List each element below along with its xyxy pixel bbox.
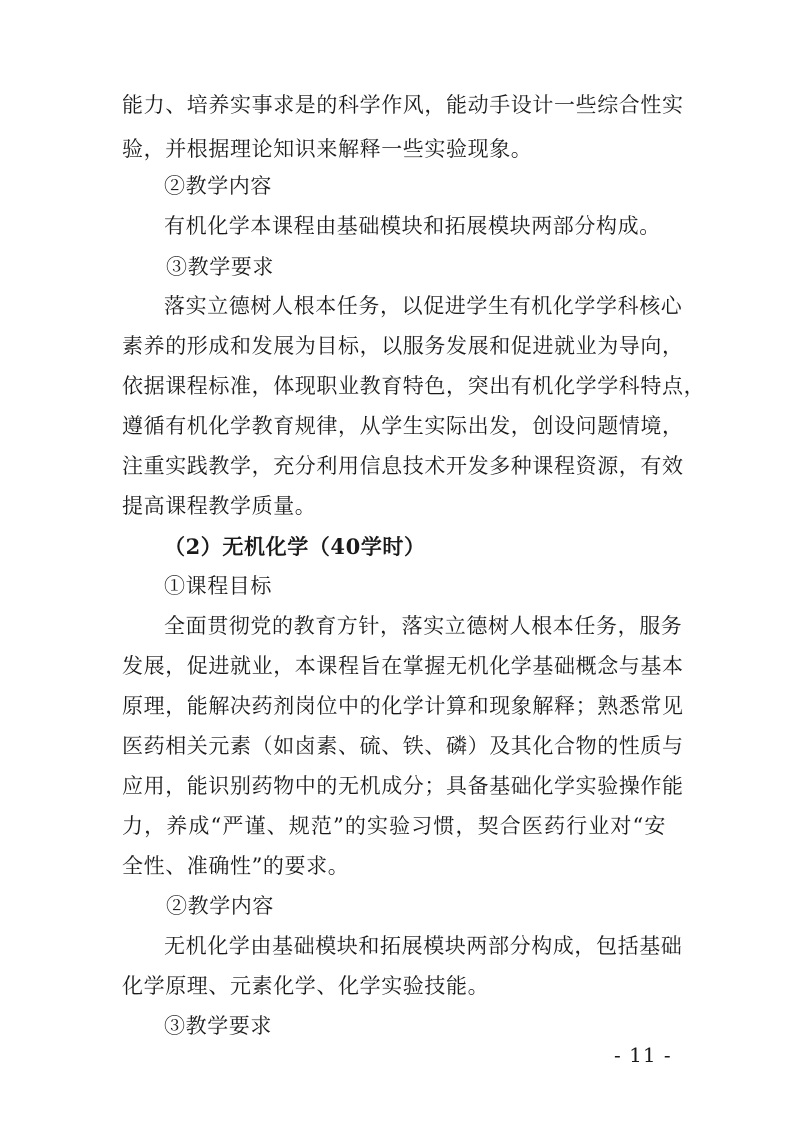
subheading-course-objectives: ①课程目标 bbox=[164, 574, 272, 598]
paragraph-line-2: 验，并根据理论知识来解释一些实验现象。 bbox=[122, 137, 533, 161]
paragraph-line-5: 素养的形成和发展为目标，以服务发展和促进就业为导向， bbox=[122, 334, 684, 358]
paragraph-line-14: 应用，能识别药物中的无机成分；具备基础化学实验操作能 bbox=[122, 774, 684, 798]
paragraph-line-18: 化学原理、元素化学、化学实验技能。 bbox=[122, 974, 490, 998]
paragraph-line-7: 遵循有机化学教育规律，从学生实际出发，创设问题情境， bbox=[122, 414, 684, 438]
paragraph-line-3: 有机化学本课程由基础模块和拓展模块两部分构成。 bbox=[164, 214, 661, 238]
paragraph-line-9: 提高课程教学质量。 bbox=[122, 494, 317, 518]
paragraph-line-13: 医药相关元素（如卤素、硫、铁、磷）及其化合物的性质与 bbox=[122, 734, 684, 758]
section-heading-inorganic-chemistry: （2）无机化学（40学时） bbox=[164, 534, 426, 559]
paragraph-line-16: 全性、准确性”的要求。 bbox=[122, 854, 350, 878]
paragraph-line-6: 依据课程标准，体现职业教育特色，突出有机化学学科特点， bbox=[122, 374, 706, 398]
subheading-teaching-requirements-2: ③教学要求 bbox=[164, 1014, 272, 1038]
subheading-teaching-content: ②教学内容 bbox=[164, 174, 272, 198]
paragraph-line-8: 注重实践教学，充分利用信息技术开发多种课程资源，有效 bbox=[122, 454, 684, 478]
paragraph-line-15: 力，养成“严谨、规范”的实验习惯，契合医药行业对“安 bbox=[122, 814, 666, 838]
paragraph-line-10: 全面贯彻党的教育方针，落实立德树人根本任务，服务 bbox=[164, 614, 683, 638]
subheading-teaching-content-2: ②教学内容 bbox=[166, 894, 274, 918]
subheading-teaching-requirements: ③教学要求 bbox=[166, 255, 274, 279]
paragraph-line-1: 能力、培养实事求是的科学作风，能动手设计一些综合性实 bbox=[122, 93, 684, 117]
page-number: - 11 - bbox=[614, 1043, 672, 1067]
paragraph-line-11: 发展，促进就业，本课程旨在掌握无机化学基础概念与基本 bbox=[122, 654, 684, 678]
paragraph-line-12: 原理，能解决药剂岗位中的化学计算和现象解释；熟悉常见 bbox=[122, 694, 684, 718]
paragraph-line-17: 无机化学由基础模块和拓展模块两部分构成，包括基础 bbox=[164, 934, 683, 958]
paragraph-line-4: 落实立德树人根本任务，以促进学生有机化学学科核心 bbox=[164, 294, 683, 318]
